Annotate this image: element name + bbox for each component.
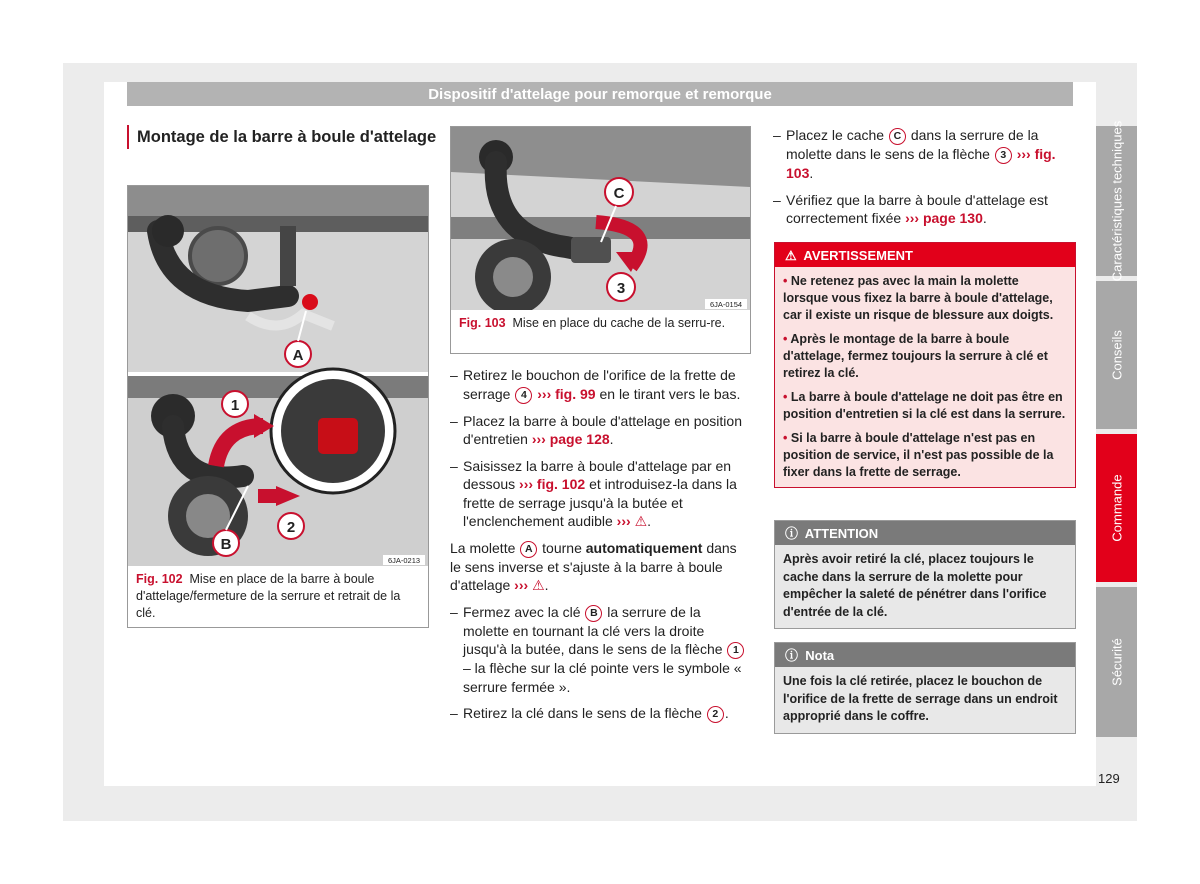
middle-column	[450, 366, 748, 731]
note-body: Une fois la clé retirée, placez le bouchon de l'orifice de la frette de serrage dans un endroit approprié dans le coffre.	[775, 667, 1075, 733]
callout-1: 1	[727, 642, 744, 659]
step-lock-key: – Fermez avec la clé B la serrure de la molette en tournant la clé vers la droite jusqu'à la butée, dans le sens de la flèche 1 – la flèche sur la clé pointe vers le symbole « serrure fermée ».	[450, 603, 748, 697]
figure-103-text: Mise en place du cache de la serru-re.	[512, 316, 726, 330]
right-column	[773, 126, 1073, 236]
attention-icon: ⓘ	[785, 526, 799, 541]
attention-body: Après avoir retiré la clé, placez toujours le cache dans la serrure de la molette pour empêcher la saleté de pénétrer dans l'orifice d'entrée de la clé.	[775, 545, 1075, 628]
figure-102-number: Fig. 102	[136, 572, 183, 586]
figure-103-label-c: C	[613, 185, 625, 202]
tab-securite[interactable]: Sécurité	[1096, 587, 1137, 737]
figure-102-code: 6JA-0213	[387, 556, 421, 565]
callout-b: B	[585, 605, 602, 622]
warning-item: • Si la barre à boule d'attelage n'est pas en position de service, il n'est pas possible de la fixer dans la frette de serrage.	[783, 431, 1054, 479]
step-place-cover: – Placez le cache C dans la serrure de la molette dans le sens de la flèche 3 ››› fig. 103.	[773, 127, 1056, 181]
note-box	[774, 642, 1076, 734]
warning-triangle-icon: ⚠	[634, 513, 648, 529]
figure-102-text: Mise en place de la barre à boule d'attelage/fermeture de la serrure et retrait de la clé.	[136, 572, 401, 620]
note-header: ⓘ Nota	[775, 643, 1075, 667]
figure-103-illustration	[451, 127, 750, 310]
step-service-position: – Placez la barre à boule d'attelage en position d'entretien ››› page 128.	[450, 412, 742, 447]
figure-103-caption	[459, 315, 741, 332]
figure-102-illustration	[128, 186, 428, 566]
tab-caracteristiques-techniques[interactable]: Caractéristiques techniques	[1096, 126, 1137, 276]
paragraph-knob-rotates: La molette A tourne automatiquement dans le sens inverse et s'ajuste à la barre à boule d'attelage ››› ⚠.	[450, 539, 737, 593]
callout-c: C	[889, 128, 906, 145]
step-insert-ball: – Saisissez la barre à boule d'attelage par en dessous ››› fig. 102 et introduisez-la dans la frette de serrage jusqu'à la butée et l'enclenchement audible ››› ⚠.	[450, 457, 737, 529]
warning-header: ⚠ AVERTISSEMENT	[775, 243, 1075, 267]
callout-a: A	[520, 541, 537, 558]
figure-103-number: Fig. 103	[459, 316, 506, 330]
figure-102	[127, 185, 429, 628]
figure-102-label-2: 2	[286, 519, 296, 536]
chapter-banner: Dispositif d'attelage pour remorque et remorque	[127, 82, 1073, 106]
link-fig-102[interactable]: ››› fig. 102	[519, 476, 586, 492]
page-number: 129	[1098, 771, 1120, 786]
warning-link[interactable]: ›››	[616, 513, 631, 529]
figure-102-label-b: B	[220, 536, 232, 553]
tab-commande[interactable]: Commande	[1096, 434, 1137, 582]
attention-box	[774, 520, 1076, 629]
figure-103-code: 6JA-0154	[709, 300, 743, 309]
section-title: Montage de la barre à boule d'attelage	[127, 125, 437, 149]
callout-2: 2	[707, 706, 724, 723]
warning-body	[775, 267, 1075, 487]
link-page-130[interactable]: ››› page 130	[905, 210, 983, 226]
step-remove-plug: – Retirez le bouchon de l'orifice de la frette de serrage 4 ››› fig. 99 en le tirant vers le bas.	[450, 367, 741, 402]
warning-item: • Après le montage de la barre à boule d'attelage, fermez toujours la serrure à clé et retirez la clé.	[783, 332, 1048, 380]
warning-item: • Ne retenez pas avec la main la molette lorsque vous fixez la barre à boule d'attelage, car il existe un risque de blessure aux doigts.	[783, 274, 1054, 322]
warning-box	[774, 242, 1076, 488]
warning-link[interactable]: ›››	[514, 577, 529, 593]
figure-102-label-1: 1	[230, 397, 240, 414]
step-remove-key: – Retirez la clé dans le sens de la flèche 2 .	[450, 705, 729, 721]
figure-102-caption	[136, 571, 422, 622]
warning-triangle-icon: ⚠	[532, 577, 545, 593]
tab-conseils[interactable]: Conseils	[1096, 281, 1137, 429]
info-icon: ⓘ	[785, 648, 799, 663]
warning-triangle-icon: ⚠	[785, 248, 797, 263]
step-verify: – Vérifiez que la barre à boule d'attelage est correctement fixée ››› page 130.	[773, 191, 1048, 226]
link-page-128[interactable]: ››› page 128	[531, 431, 610, 447]
link-fig-99[interactable]: ››› fig. 99	[537, 385, 596, 402]
figure-102-label-a: A	[292, 347, 304, 364]
figure-103-label-3: 3	[616, 280, 626, 297]
attention-header: ⓘ ATTENTION	[775, 521, 1075, 545]
callout-4: 4	[515, 387, 532, 404]
warning-item: • La barre à boule d'attelage ne doit pas être en position d'entretien si la clé est dans la serrure.	[783, 390, 1066, 421]
callout-3: 3	[995, 147, 1012, 164]
link-fig-103[interactable]: ››› fig. 103	[786, 146, 1056, 181]
